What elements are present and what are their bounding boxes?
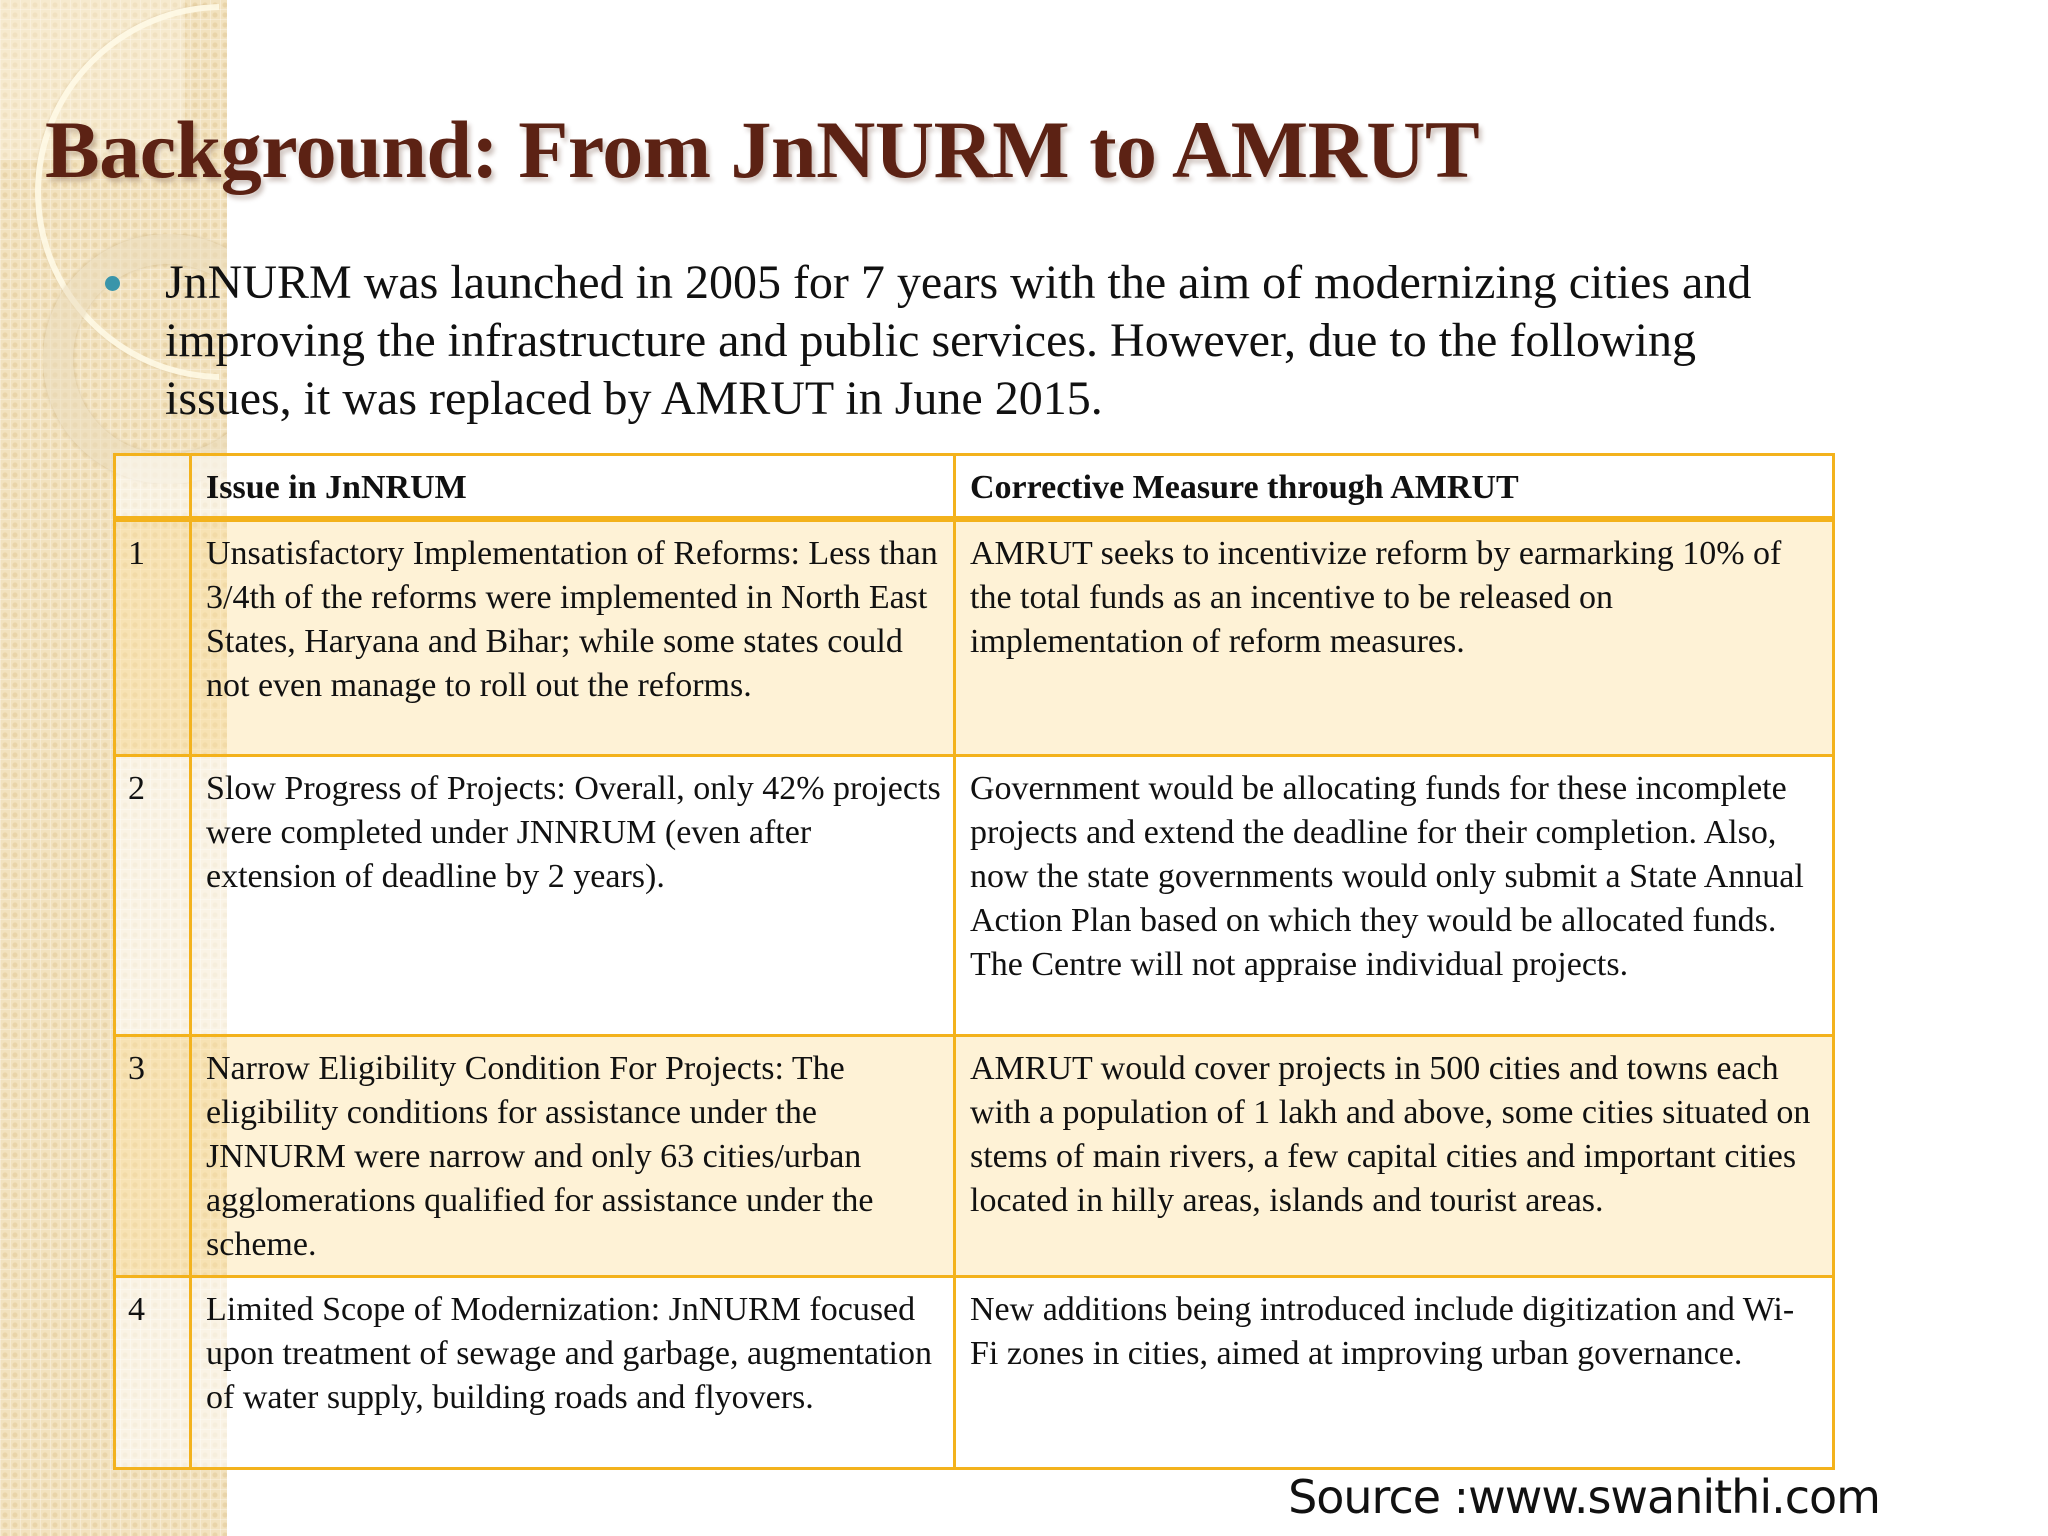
source-citation: Source :www.swanithi.com (1288, 1470, 1880, 1524)
table-row (115, 1035, 1834, 1276)
intro-bullet: JnNURM was launched in 2005 for 7 years with the aim of modernizing cities and improving the infrastructure and public services. However, due to the following issues, it was replaced by AMRUT in June 2015. (165, 256, 1752, 425)
measure-cell: Government would be allocating funds for these incomplete projects and extend the deadline for their completion. Also, now the state governments would only submit a State Annual Action Plan based on which they would be allocated funds. The Centre will not appraise individual projects. (955, 755, 1834, 1035)
row-number: 1 (115, 519, 191, 755)
table-row (115, 755, 1834, 1035)
header-number (115, 455, 191, 520)
issue-cell: Limited Scope of Modernization: JnNURM focused upon treatment of sewage and garbage, augmentation of water supply, building roads and flyovers. (191, 1276, 955, 1468)
row-number: 2 (115, 755, 191, 1035)
measure-cell: New additions being introduced include digitization and Wi-Fi zones in cities, aimed at improving urban governance. (955, 1276, 1834, 1468)
issue-cell: Slow Progress of Projects: Overall, only 42% projects were completed under JNNRUM (even after extension of deadline by 2 years). (191, 755, 955, 1035)
table-row (115, 1276, 1834, 1468)
table-row (115, 519, 1834, 755)
table-header-row (115, 455, 1834, 520)
measure-cell: AMRUT would cover projects in 500 cities and towns each with a population of 1 lakh and above, some cities situated on stems of main rivers, a few capital cities and important cities located in hilly areas, islands and tourist areas. (955, 1035, 1834, 1276)
header-issue: Issue in JnNRUM (191, 455, 955, 520)
bullet-dot-icon (105, 276, 120, 291)
issue-cell: Narrow Eligibility Condition For Projects: The eligibility conditions for assistance under the JNNURM were narrow and only 63 cities/urban agglomerations qualified for assistance under the scheme. (191, 1035, 955, 1276)
issues-table (113, 453, 1832, 1470)
measure-cell: AMRUT seeks to incentivize reform by earmarking 10% of the total funds as an incentive to be released on implementation of reform measures. (955, 519, 1834, 755)
header-measure: Corrective Measure through AMRUT (955, 455, 1834, 520)
row-number: 3 (115, 1035, 191, 1276)
row-number: 4 (115, 1276, 191, 1468)
issue-cell: Unsatisfactory Implementation of Reforms: Less than 3/4th of the reforms were implemented in North East States, Haryana and Bihar; while some states could not even manage to roll out the reforms. (191, 519, 955, 755)
slide-title: Background: From JnNURM to AMRUT (45, 104, 1480, 195)
